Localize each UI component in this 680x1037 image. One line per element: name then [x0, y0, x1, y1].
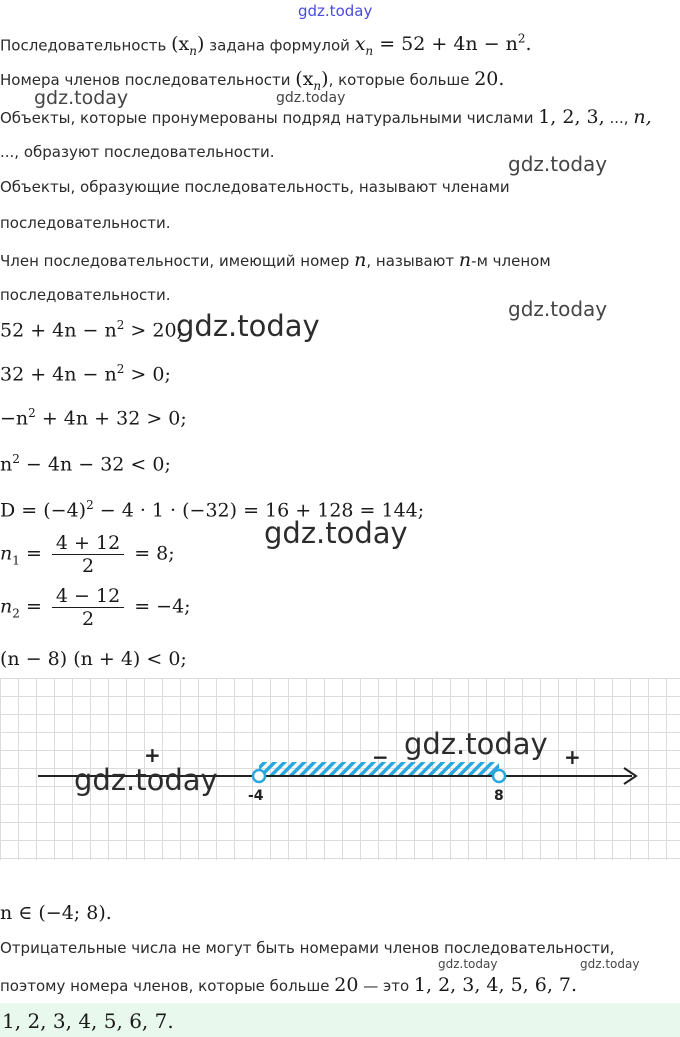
watermark-top: gdz.today [298, 2, 373, 20]
sign-left: + [144, 743, 161, 767]
sequence-formula: $x_n = 52 + 4n - n^2$. [354, 32, 532, 59]
solution-interval-text: n ∈ (−4; 8). [0, 902, 112, 924]
open-point-left [253, 770, 265, 782]
sign-right: + [564, 745, 581, 769]
answer-box [0, 1003, 680, 1037]
watermark-8: gdz.today [580, 957, 640, 971]
watermark-grid-right: gdz.today [404, 727, 548, 761]
discriminant: $D = (-4)^2 - 4 \cdot 1 \cdot (-32) = 16 + 128 = 144$; [0, 498, 425, 522]
definition-line-3: Объекты, образующие последовательность, называют членами [0, 178, 510, 196]
watermark-grid-left: gdz.today [74, 763, 218, 797]
intro-text: задана формулой [209, 36, 350, 55]
intro-line-1 [0, 32, 532, 58]
watermark-4: gdz.today [508, 297, 608, 321]
watermark-5: gdz.today [176, 309, 320, 343]
watermark-1: gdz.today [34, 87, 129, 109]
factored-inequality: (n − 8) (n + 4) < 0; [0, 648, 187, 670]
definition-line-2: ..., образуют последовательности. [0, 143, 275, 161]
intro-line-2 [0, 68, 504, 93]
definition-line-6: последовательности. [0, 286, 171, 304]
conclusion-line-2: поэтому номера членов, которые больше 20 — это 1, 2, 3, 4, 5, 6, 7. [0, 974, 578, 996]
conclusion-line-1: Отрицательные числа не могут быть номерами членов последовательности, [0, 939, 615, 957]
definition-line-5: Член последовательности, имеющий номер n, называют n-м членом [0, 249, 551, 271]
answer-text: 1, 2, 3, 4, 5, 6, 7. [2, 1009, 174, 1033]
sign-middle: − [372, 745, 389, 769]
question-text: Номера членов последовательности [0, 71, 291, 89]
inequality-3: $-n^2 + 4n + 32 > 0$; [0, 406, 187, 430]
watermark-7: gdz.today [438, 957, 498, 971]
definition-line-4: последовательности. [0, 214, 171, 232]
inequality-2: $32 + 4n - n^2 > 0$; [0, 362, 171, 386]
inequality-1: $52 + 4n - n^2 > 20$; [0, 318, 183, 342]
point-label-left: -4 [248, 788, 264, 804]
sequence-symbol: $(x_n)$ [295, 68, 329, 93]
question-text: , которые больше [328, 71, 470, 89]
watermark-3: gdz.today [508, 152, 608, 176]
root-n1: $n_1$ = $\frac{4 + 12}{2}$ = 8; [0, 532, 175, 577]
question-number: 20. [474, 68, 505, 90]
intro-text: Последовательность [0, 36, 167, 55]
definition-line-1: Объекты, которые пронумерованы подряд натуральными числами 1, 2, 3, ..., n, [0, 106, 652, 128]
inequality-4: $n^2 - 4n - 32 < 0$; [0, 452, 171, 476]
number-line-grid [0, 678, 680, 860]
watermark-6: gdz.today [264, 516, 408, 550]
point-label-right: 8 [494, 788, 504, 804]
sequence-symbol: $(x_n)$ [171, 33, 205, 59]
open-point-right [493, 770, 505, 782]
watermark-2: gdz.today [276, 90, 346, 106]
root-n2: $n_2$ = $\frac{4 - 12}{2}$ = −4; [0, 585, 191, 630]
number-line [0, 678, 680, 860]
